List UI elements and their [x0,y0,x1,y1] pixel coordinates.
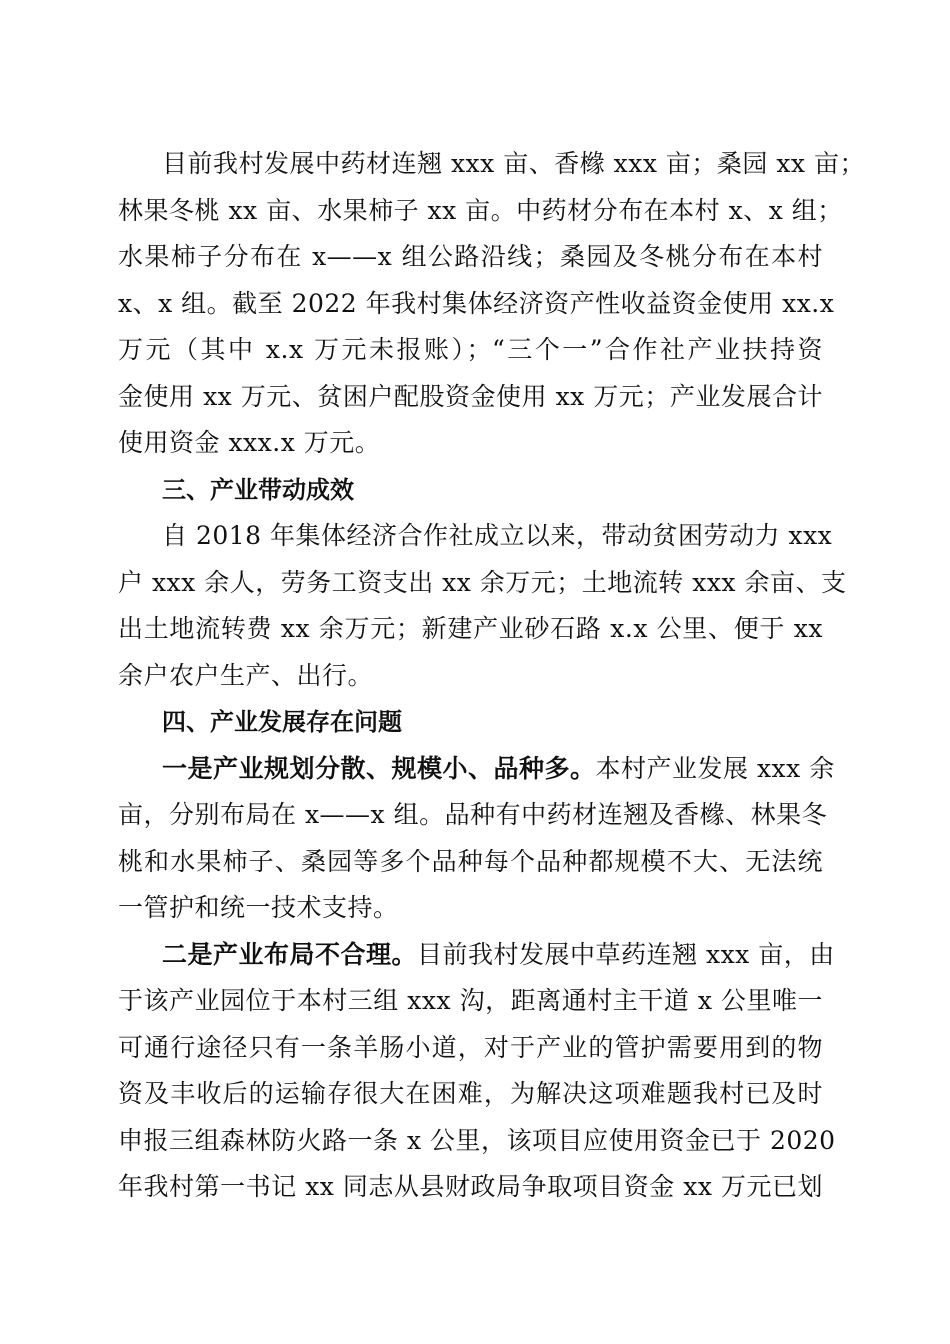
line-text: 金使用 xx 万元、贫困户配股资金使用 xx 万元；产业发展合计 [118,381,823,411]
section-heading-3: 三、产业带动成效 [162,475,354,504]
text-line [118,1025,823,1072]
line-text: 户 xxx 余人，劳务工资支出 xx 余万元；土地流转 xxx 余亩、支 [118,567,847,597]
text-line [118,1164,823,1211]
line-text: 资及丰收后的运输存很大在困难，为解决这项难题我村已及时 [118,1079,823,1108]
line-text: 亩，分别布局在 x——x 组。品种有中药材连翘及香橼、林果冬 [118,800,828,829]
text-line [118,653,823,700]
line-text: 可通行途径只有一条羊肠小道，对于产业的管护需要用到的物 [118,1032,823,1062]
issue-one-lead: 一是产业规划分散、规模小、品种多。 [162,753,596,783]
paragraph-issue-two [118,932,836,1211]
line-text: 桃和水果柿子、桑园等多个品种每个品种都规模不大、无法统 [118,846,823,876]
line-text: 目前我村发展中草药连翘 xxx 亩，由 [417,939,835,969]
text-line [118,141,865,188]
paragraph-industry-results [118,513,847,699]
line-text: 申报三组森林防火路一条 x 公里，该项目应使用资金已于 2020 [118,1125,836,1155]
text-line [118,746,835,793]
line-text: 年我村第一书记 xx 同志从县财政局争取项目资金 xx 万元已划 [118,1172,823,1201]
text-line [118,932,835,979]
document-body [118,141,865,1211]
text-line [118,885,823,932]
text-line [118,792,828,839]
line-text: 林果冬桃 xx 亩、水果柿子 xx 亩。中药材分布在本村 x、x 组； [118,195,843,225]
paragraph-planting-overview [118,141,865,467]
section-heading-4: 四、产业发展存在问题 [162,708,402,736]
text-line [118,1071,823,1118]
line-text: 出土地流转费 xx 余万元；新建产业砂石路 x.x 公里、便于 xx [118,614,823,643]
line-text: 自 2018 年集体经济合作社成立以来，带动贫困劳动力 xxx [162,521,833,550]
text-line [118,1118,836,1165]
text-line [118,560,847,607]
line-text: 水果柿子分布在 x——x 组公路沿线；桑园及冬桃分布在本村 [118,242,823,271]
text-line [118,327,823,374]
text-line [118,234,823,281]
text-line [118,374,823,421]
line-text: 本村产业发展 xxx 余 [595,753,835,783]
line-text: x、x 组。截至 2022 年我村集体经济资产性收益资金使用 xx.x [118,288,835,318]
line-text: 于该产业园位于本村三组 xxx 沟，距离通村主干道 x 公里唯一 [118,986,823,1015]
line-text: 一管护和统一技术支持。 [118,893,399,922]
text-line [118,978,823,1025]
text-line [118,420,823,467]
line-text: 余户农户生产、出行。 [118,660,374,690]
text-line [118,606,823,653]
text-line [118,281,835,328]
paragraph-issue-one [118,746,835,932]
line-text: 万元（其中 x.x 万元未报账）；“三个一”合作社产业扶持资 [118,335,823,364]
text-line [118,839,823,886]
line-text: 使用资金 xxx.x 万元。 [118,428,381,457]
line-text: 目前我村发展中药材连翘 xxx 亩、香橼 xxx 亩；桑园 xx 亩； [162,149,865,178]
issue-two-lead: 二是产业布局不合理。 [162,939,418,969]
text-line [118,513,833,560]
text-line [118,188,843,235]
